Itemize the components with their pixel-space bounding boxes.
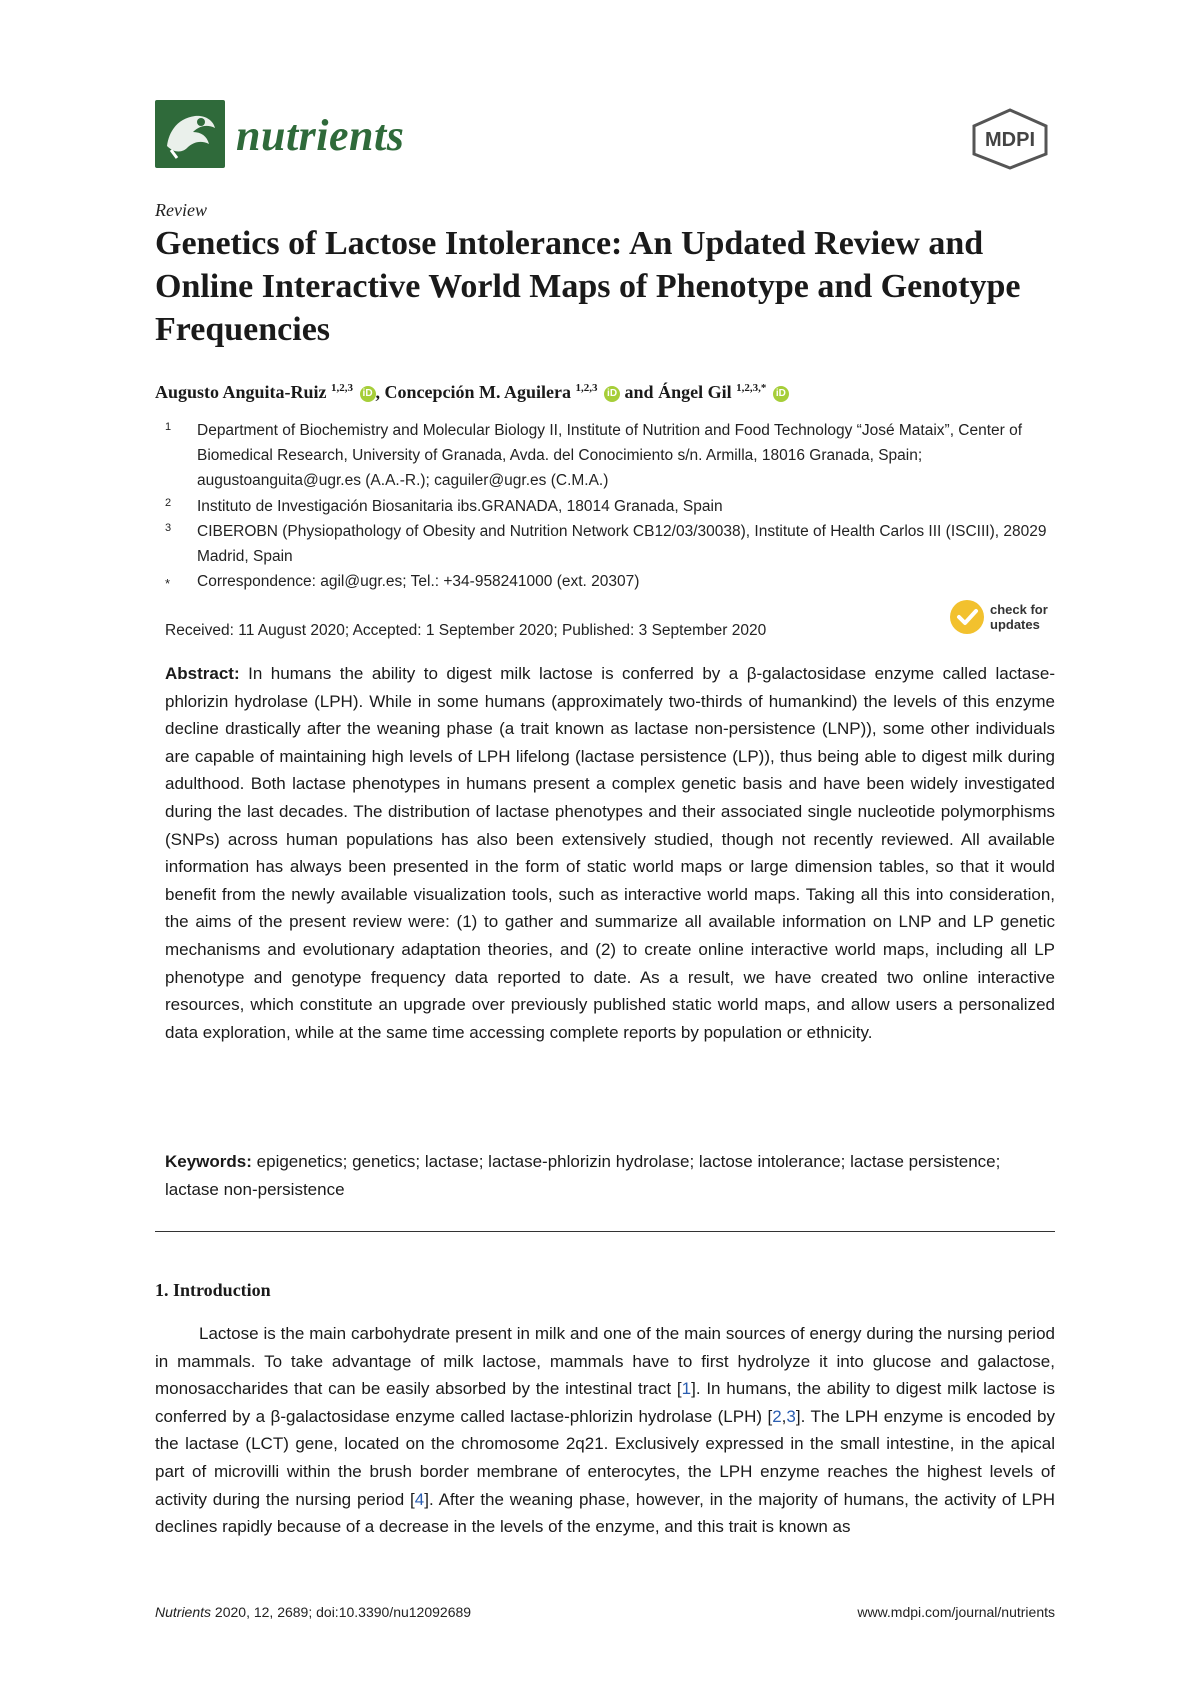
intro-text: , [781,1406,787,1426]
article-type: Review [155,200,207,220]
affiliation [165,494,1065,519]
check-for-updates-line2: updates [990,617,1040,632]
mdpi-logo-text: MDPI [985,129,1035,151]
journal-logo-icon [155,100,225,168]
affiliation-text: Instituto de Investigación Biosanitaria ibs.GRANADA, 18014 Granada, Spain [197,498,723,515]
citation-link[interactable]: 2 [772,1406,782,1426]
author-name: Augusto Anguita-Ruiz [155,382,327,402]
orcid-icon[interactable]: iD [773,386,789,402]
intro-text: ]. After the weaning phase, however, in the majority of humans, the activity of LPH declines rapidly because of a decrease in the levels of the enzyme, and this trait is known as [155,1489,1055,1537]
correspondence [165,569,1065,594]
affiliation [165,418,1065,493]
abstract-text: In humans the ability to digest milk lactose is conferred by a β-galactosidase enzyme called lactase-phlorizin hydrolase (LPH). While in some humans (approximately two-thirds of humankind) the levels of this enzyme decline drastically after the weaning phase (a trait known as lactase non-persistence (LNP)), some other individuals are capable of maintaining high levels of LPH lifelong (lactase persistence (LP)), thus being able to digest milk during adulthood. Both lactase phenotypes in humans present a complex genetic basis and have been widely investigated during the last decades. The distribution of lactase phenotypes and their associated single nucleotide polymorphisms (SNPs) across human populations has also been extensively studied, though not recently reviewed. All available information has always been presented in the form of static world maps or large dimension tables, so that it would benefit from the newly available visualization tools, such as interactive world maps. Taking all this into consideration, the aims of the present review were: (1) to gather and summarize all available information on LNP and LP genetic mechanisms and evolutionary adaptation theories, and (2) to create online interactive world maps, including all LP phenotype and genotype frequency data reported to date. As a result, we have created two online interactive resources, which constitute an upgrade over previously published static world maps, and allow users a personalized data exploration, while at the same time accessing complete reports by population or ethnicity. [165,664,1055,1042]
author-separator: , [375,382,385,402]
citation-link[interactable]: 3 [786,1406,796,1426]
intro-text: ]. In humans, the ability to digest milk lactose is conferred by a β-galactosidase enzyme called lactase-phlorizin hydrolase (LPH) [ [155,1379,1056,1426]
publication-dates: Received: 11 August 2020; Accepted: 1 September 2020; Published: 3 September 2020 [165,622,767,639]
section-divider [155,1231,1055,1232]
introduction-paragraph [155,1320,1055,1541]
intro-text: ]. The LPH enzyme is encoded by the lactase (LCT) gene, located on the chromosome 2q21. Exclusively expressed in the small intestine, in the apical part of microvilli within the brush border membrane of enterocytes, the LPH enzyme reaches the highest levels of activity during the nursing period [ [155,1406,1056,1509]
affiliation-number: 2 [165,497,172,509]
abstract [165,660,1055,1046]
orcid-icon[interactable]: iD [360,386,376,402]
journal-name: nutrients [236,111,405,160]
check-for-updates-icon[interactable] [950,600,984,634]
affiliation-number: 1 [165,421,172,433]
affiliation-text: Correspondence: agil@ugr.es; Tel.: +34-958241000 (ext. 20307) [197,573,640,590]
citation-link[interactable]: 4 [414,1489,425,1509]
keywords-text: epigenetics; genetics; lactase; lactase-phlorizin hydrolase; lactose intolerance; lactase persistence; lactase non-persistence [165,1152,1001,1199]
keywords [165,1148,1055,1203]
orcid-icon[interactable]: iD [604,386,620,402]
affiliation-text: Department of Biochemistry and Molecular Biology II, Institute of Nutrition and Food Technology “José Mataix”, Center of Biomedical Research, University of Granada, Avda. del Conocimiento s/n. Armilla, 18016 Granada, Spain; augustoanguita@ugr.es (A.A.-R.); caguiler@ugr.es (C.M.A.) [197,422,1023,489]
author-affil: 1,2,3 [575,382,598,394]
author-separator: and [620,382,659,402]
citation-details: 2020, 12, 2689; doi:10.3390/nu12092689 [211,1604,472,1620]
mdpi-logo-icon [968,108,1052,170]
author-name: Concepción M. Aguilera [384,382,572,402]
journal-url[interactable]: www.mdpi.com/journal/nutrients [857,1604,1055,1620]
author-affil: 1,2,3,* [736,382,767,394]
section-heading: 1. Introduction [155,1280,271,1300]
citation-journal: Nutrients [155,1604,212,1620]
check-for-updates-line1: check for [990,602,1048,617]
article-title: Genetics of Lactose Intolerance: An Updated Review and Online Interactive World Maps of Phenotype and Genotype Frequencies [155,225,1021,348]
affiliation-number: 3 [165,522,172,534]
keywords-label: Keywords: [165,1152,252,1171]
check-for-updates-link[interactable] [990,602,1048,632]
citation-footer [155,1604,471,1620]
intro-text: Lactose is the main carbohydrate present in milk and one of the main sources of energy during the nursing period in mammals. To take advantage of milk lactose, mammals have to first hydrolyze it into glucose and galactose, monosaccharides that can be easily absorbed by the intestinal tract [ [155,1324,1055,1399]
citation-link[interactable]: 1 [681,1379,692,1399]
abstract-label: Abstract: [165,664,240,683]
affiliation-number: * [165,576,171,591]
author-list [155,382,789,403]
author-affil: 1,2,3 [331,382,354,394]
affiliation-text: CIBEROBN (Physiopathology of Obesity and Nutrition Network CB12/03/30038), Institute of Health Carlos III (ISCIII), 28029 Madrid, Spain [197,523,1047,565]
affiliation [165,519,1065,569]
author-name: Ángel Gil [658,382,732,402]
